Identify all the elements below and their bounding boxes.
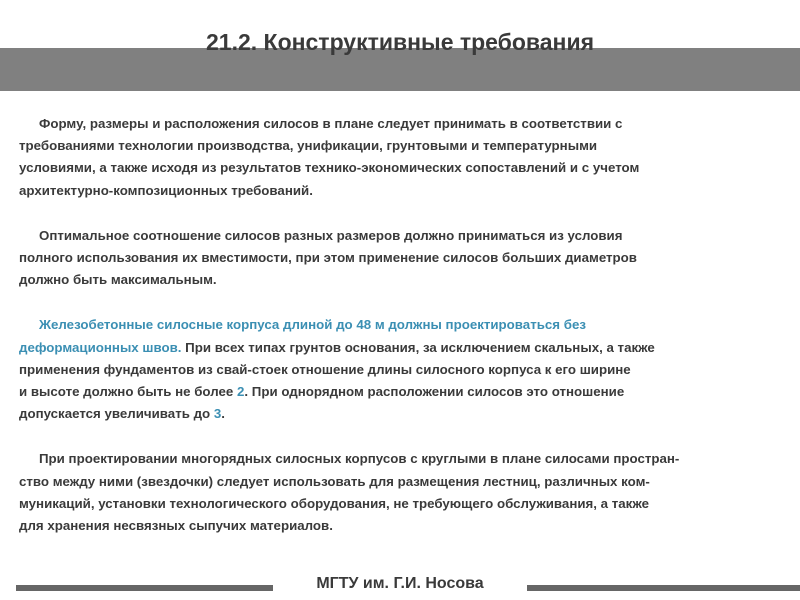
paragraph-text: . При однорядном расположении силосов это отношение допускается увеличивать до xyxy=(19,384,625,422)
highlight-number: 2 xyxy=(236,384,245,400)
footer-line-left xyxy=(16,585,273,591)
footer-line-right xyxy=(527,585,800,591)
highlight-text: Железобетонные силосные корпуса длиной до 48 м должны проектироваться без деформационных швов. xyxy=(19,317,586,355)
footer xyxy=(0,570,800,600)
paragraph-text: . xyxy=(221,406,225,422)
content-area xyxy=(19,113,787,560)
highlight-number: 3 xyxy=(213,406,222,422)
paragraph-concrete-housings xyxy=(19,314,787,425)
paragraph-multi-row: При проектировании многорядных силосных корпусов с круглыми в плане силосами простран- ство между ними (звездочки) следует использовать для размещения лестниц, различных ком- муникаций, установки технологического оборудования, не требующего обслуживания, а также для хранения несвязных сыпучих материалов. xyxy=(19,451,680,534)
paragraph-optimal-ratio: Оптимальное соотношение силосов разных размеров должно приниматься из условия полного использования их вместимости, при этом применение силосов больших диаметров должно быть максимальным. xyxy=(19,227,637,288)
paragraph-form-dimensions: Форму, размеры и расположения силосов в плане следует принимать в соответствии с требованиями технологии производства, унификации, грунтовыми и температурными условиями, а также исходя из результатов технико-экономических сопоставлений и с учетом архитектурно-композиционных требований. xyxy=(19,116,640,198)
page-title: 21.2. Конструктивные требования xyxy=(205,29,595,55)
paragraph-text: При всех типах грунтов основания, за исключением скальных, а также применения фундаментов из свай-стоек отношение длины силосного корпуса к его ширине и высоте должно быть не более xyxy=(19,339,655,400)
footer-institution: МГТУ им. Г.И. Носова xyxy=(316,575,484,592)
